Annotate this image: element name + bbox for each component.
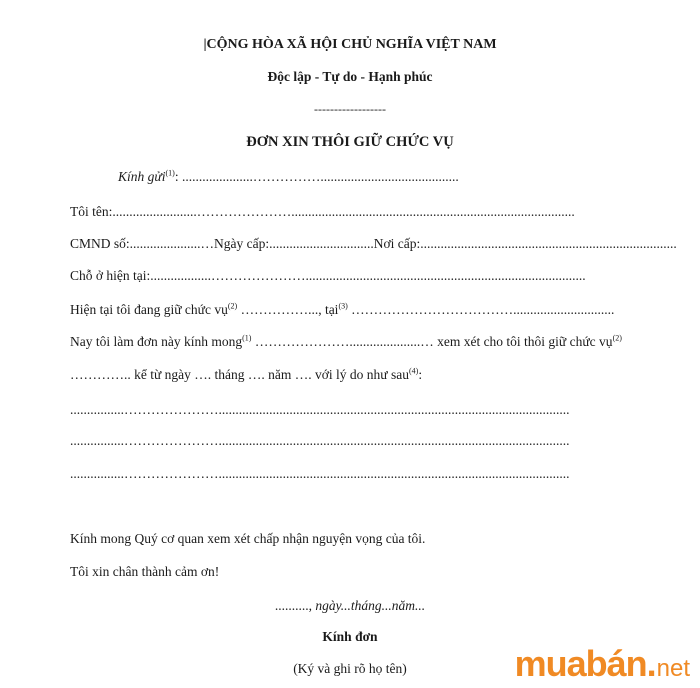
footnote-ref: (3) <box>338 301 348 311</box>
request-blank: ………………….....................… xem xét cho tôi thôi giữ chức vụ <box>251 334 613 349</box>
effective-date-text: ………….. kể từ ngày …. tháng …. năm …. với lý do như sau <box>70 367 409 382</box>
signature-note: (Ký và ghi rõ họ tên) <box>293 661 407 676</box>
id-label: CMND số: <box>70 236 130 251</box>
signature-label: Kính đơn <box>322 629 378 644</box>
issue-date-label: Ngày cấp: <box>214 236 270 251</box>
name-line: Tôi tên:.........................………………….................................................................................... <box>70 204 575 219</box>
issue-place-label: Nơi cấp: <box>373 236 421 251</box>
effective-date-colon: : <box>418 367 423 382</box>
reason-line: ................…………………........................................................................................................ <box>70 466 570 481</box>
header-separator: ------------------ <box>314 102 386 116</box>
reason-line: ................…………………........................................................................................................ <box>70 433 570 448</box>
address-line: Chỗ ở hiện tại:..................…………………................................................................................... <box>70 268 586 283</box>
footnote-ref: (2) <box>612 333 622 343</box>
id-line <box>70 235 677 253</box>
reason-line: ................…………………........................................................................................................ <box>70 402 570 417</box>
issue-place-blank: ............................................................................ <box>420 236 677 251</box>
effective-date-line <box>70 366 422 384</box>
closing-request: Kính mong Quý cơ quan xem xét chấp nhận nguyện vọng của tôi. <box>70 531 426 546</box>
footnote-ref: (1) <box>242 333 252 343</box>
footnote-ref: (2) <box>227 301 238 311</box>
issue-date-blank: ............................... <box>269 236 374 251</box>
request-line <box>70 333 622 351</box>
thanks-line: Tôi xin chân thành cảm ơn! <box>70 564 220 579</box>
signature-place-blank: .........., <box>274 598 312 613</box>
position-text: Hiện tại tôi đang giữ chức vụ <box>70 302 228 317</box>
recipient-blank: : .....................……………......................................... <box>174 169 459 184</box>
muaban-watermark-logo <box>514 643 690 684</box>
watermark-dot: . <box>646 643 657 684</box>
footnote-ref: (4) <box>409 366 419 376</box>
recipient-line <box>118 168 459 186</box>
watermark-tld: net <box>656 655 690 682</box>
document-title: ĐƠN XIN THÔI GIỮ CHỨC VỤ <box>246 134 454 150</box>
recipient-label: Kính gửi <box>118 169 166 184</box>
workplace-blank: ……………………………….............................. <box>347 302 615 317</box>
signature-date: ngày...tháng...năm... <box>311 598 426 613</box>
signature-date-line <box>0 597 700 615</box>
id-blank: .....................… <box>129 236 215 251</box>
position-blank: ……………..., tại <box>237 302 339 317</box>
national-motto: Độc lập - Tự do - Hạnh phúc <box>267 69 433 84</box>
watermark-main-text: muabán <box>514 643 647 684</box>
position-line <box>70 301 614 319</box>
national-name-heading: |CỘNG HÒA XÃ HỘI CHỦ NGHĨA VIỆT NAM <box>203 37 497 52</box>
request-text: Nay tôi làm đơn này kính mong <box>70 334 243 349</box>
footnote-ref: (1) <box>165 168 175 178</box>
